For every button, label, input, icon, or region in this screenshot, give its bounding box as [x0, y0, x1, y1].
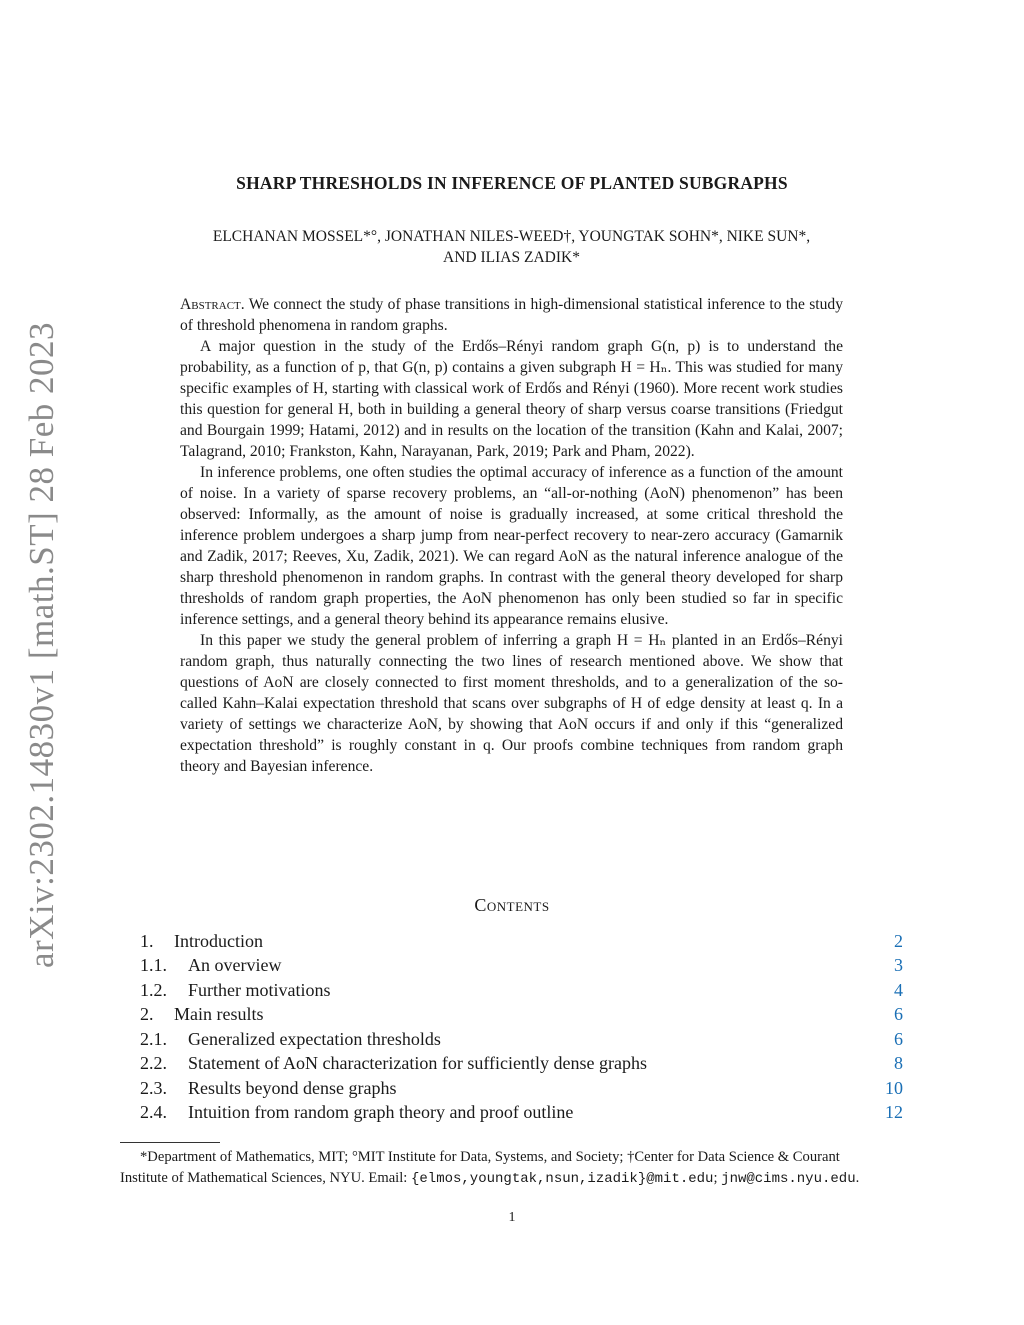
toc-title: Statement of AoN characterization for sufficiently dense graphs [188, 1053, 648, 1074]
contents-heading: Contents [474, 895, 550, 915]
toc-page-link[interactable]: 2 [894, 930, 903, 951]
toc-entry[interactable] [140, 1027, 903, 1052]
toc-entry[interactable] [140, 1003, 903, 1028]
abstract-paragraph-1 [180, 294, 843, 336]
arxiv-stamp: arXiv:2302.14830v1 [math.ST] 28 Feb 2023 [22, 321, 61, 969]
footnote-email-mit[interactable]: {elmos,youngtak,nsun,izadik}@mit.edu [411, 1171, 714, 1187]
toc-number: 2. [140, 1004, 154, 1025]
footnote-end: . [855, 1170, 860, 1186]
abstract [180, 294, 843, 777]
toc-number: 2.2. [140, 1053, 167, 1074]
toc-entry[interactable] [140, 1101, 903, 1126]
toc-page-link[interactable]: 6 [894, 1028, 903, 1049]
toc-entry[interactable] [140, 1076, 903, 1101]
toc-entry[interactable] [140, 978, 903, 1003]
toc-number: 1.1. [140, 955, 167, 976]
toc-page-link[interactable]: 10 [885, 1077, 903, 1098]
toc-title: Generalized expectation thresholds [188, 1028, 441, 1049]
toc-page-link[interactable]: 6 [894, 1004, 903, 1025]
toc-title: An overview [188, 955, 282, 976]
table-of-contents [140, 929, 903, 1125]
toc-title: Main results [174, 1004, 264, 1025]
toc-number: 2.1. [140, 1028, 167, 1049]
footnote-text: *Department of Mathematics, MIT; °MIT Institute for Data, Systems, and Society; †Center for Data Science & Courant Institute of Mathematical Sciences, NYU. Email: [120, 1149, 840, 1186]
footnote-rule [120, 1142, 220, 1143]
paper-title: SHARP THRESHOLDS IN INFERENCE OF PLANTED SUBGRAPHS [236, 173, 788, 193]
authors-line-1: ELCHANAN MOSSEL*°, JONATHAN NILES-WEED†, YOUNGTAK SOHN*, NIKE SUN*, [212, 228, 811, 245]
toc-page-link[interactable]: 3 [894, 955, 903, 976]
toc-number: 2.4. [140, 1102, 167, 1123]
abstract-text: We connect the study of phase transitions in high-dimensional statistical inference to the study of threshold phenomena in random graphs. [180, 296, 843, 334]
toc-title: Further motivations [188, 979, 331, 1000]
authors [180, 226, 843, 268]
toc-entry[interactable] [140, 929, 903, 954]
toc-number: 1. [140, 930, 154, 951]
abstract-paragraph-2: A major question in the study of the Erdős–Rényi random graph G(n, p) is to understand the probability, as a function of p, that G(n, p) contains a given subgraph H = Hₙ. This was studied for many specific examples of H, starting with classical work of Erdős and Rényi (1960). More recent work studies this question for general H, both in building a general theory of sharp versus coarse transitions (Friedgut and Bourgain 1999; Hatami, 2012) and in results on the location of the transition (Kahn and Kalai, 2007; Talagrand, 2010; Frankston, Kahn, Narayanan, Park, 2019; Park and Pham, 2022). [180, 338, 843, 460]
toc-title: Introduction [174, 930, 263, 951]
toc-entry[interactable] [140, 954, 903, 979]
footnote [120, 1147, 890, 1190]
toc-page-link[interactable]: 4 [894, 979, 903, 1000]
toc-page-link[interactable]: 12 [885, 1102, 903, 1123]
toc-number: 2.3. [140, 1077, 167, 1098]
footnote-separator: ; [713, 1170, 718, 1186]
page-number: 1 [508, 1210, 516, 1225]
toc-entry[interactable] [140, 1052, 903, 1077]
authors-line-2: AND ILIAS ZADIK* [443, 249, 580, 266]
footnote-email-nyu[interactable]: jnw@cims.nyu.edu [721, 1171, 856, 1187]
toc-title: Results beyond dense graphs [188, 1077, 397, 1098]
abstract-paragraph-4: In this paper we study the general problem of inferring a graph H = Hₙ planted in an Erdős–Rényi random graph, thus naturally connecting the two lines of research mentioned above. We show that questions of AoN are closely connected to first moment thresholds, and to a generalization of the so-called Kahn–Kalai expectation threshold that scans over subgraphs of H of edge density at least q. In a variety of settings we characterize AoN, by showing that AoN occurs if and only if this “generalized expectation threshold” is roughly constant in q. Our proofs combine techniques from random graph theory and Bayesian inference. [180, 632, 843, 775]
abstract-label: Abstract. [180, 296, 245, 313]
toc-page-link[interactable]: 8 [894, 1053, 903, 1074]
abstract-paragraph-3: In inference problems, one often studies the optimal accuracy of inference as a function of the amount of noise. In a variety of sparse recovery problems, an “all-or-nothing (AoN) phenomenon” has been observed: Informally, as the amount of noise is gradually increased, at some critical threshold the inference problem undergoes a sharp jump from near-perfect recovery to near-zero accuracy (Gamarnik and Zadik, 2017; Reeves, Xu, Zadik, 2021). We can regard AoN as the natural inference analogue of the sharp threshold phenomenon in random graphs. In contrast with the general theory developed for sharp thresholds of random graph properties, the AoN phenomenon has only been studied so far in specific inference settings, and a general theory behind its appearance remains elusive. [180, 464, 843, 628]
toc-number: 1.2. [140, 979, 167, 1000]
toc-title: Intuition from random graph theory and proof outline [188, 1102, 574, 1123]
